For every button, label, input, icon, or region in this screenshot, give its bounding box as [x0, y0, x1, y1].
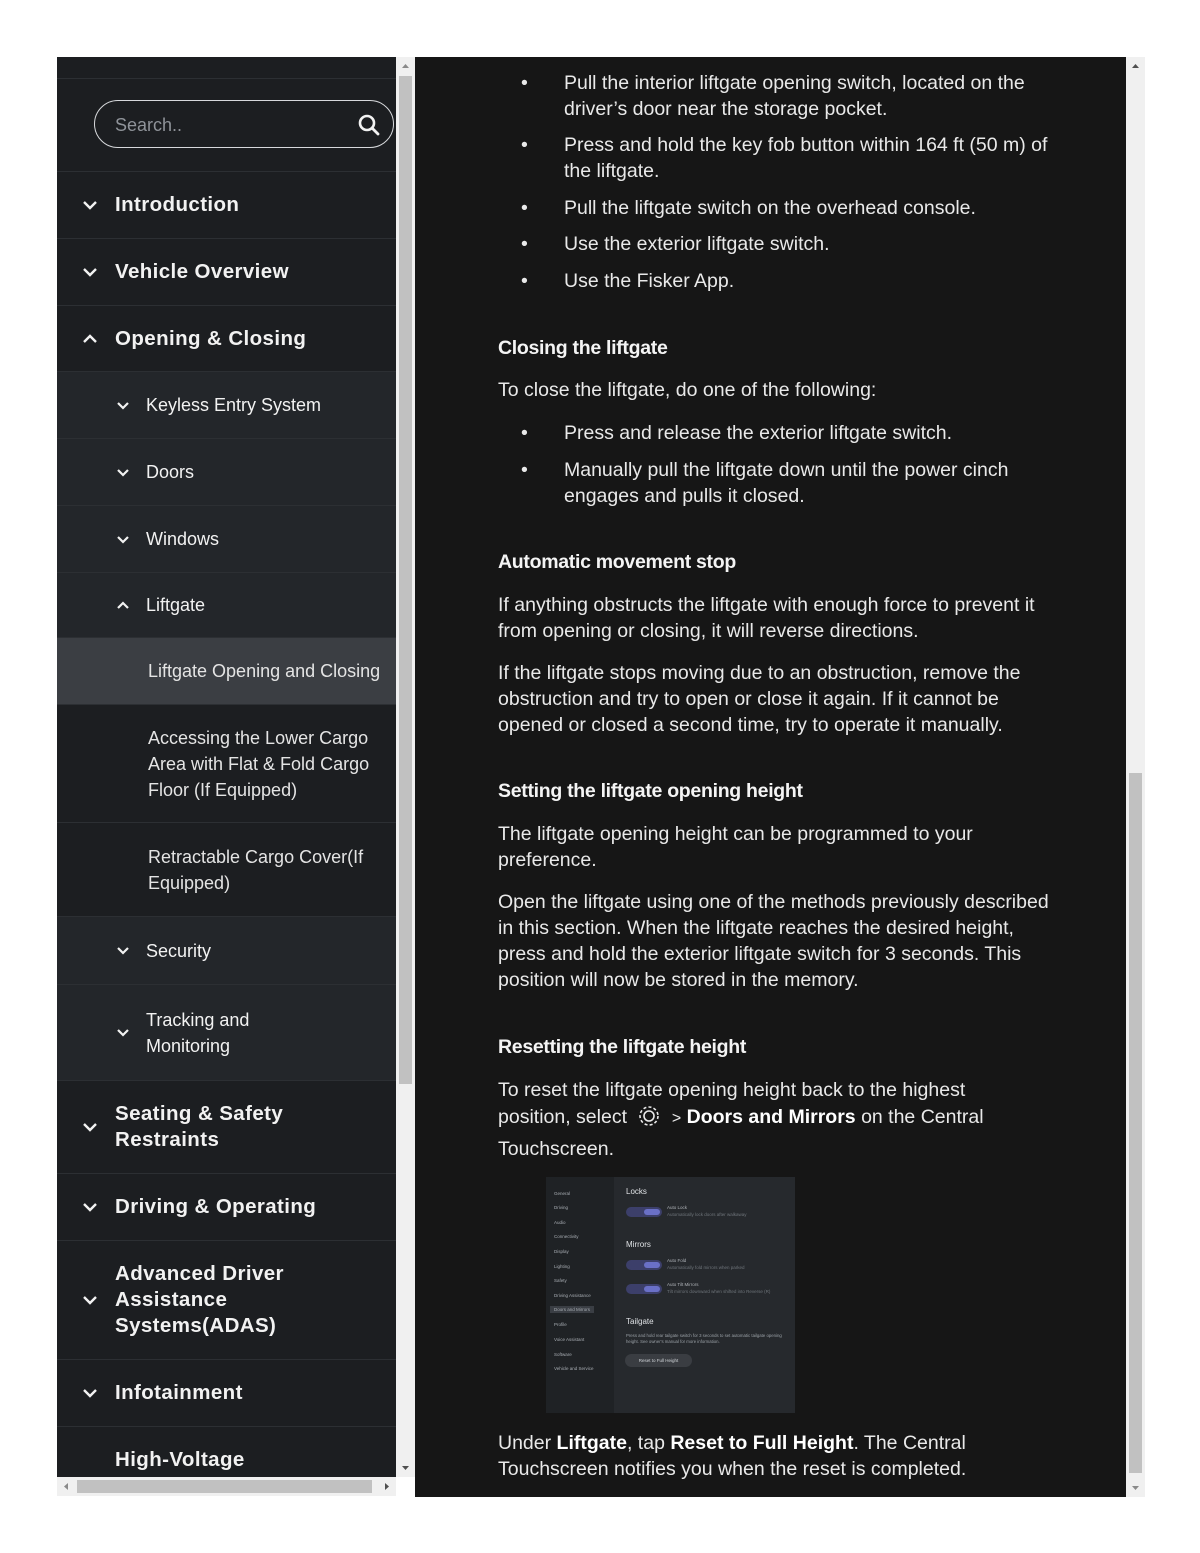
scroll-right-arrow-icon[interactable]	[377, 1477, 396, 1496]
figure-menu-item: Display	[554, 1249, 569, 1254]
bullet-icon: •	[521, 233, 528, 255]
chevron-down-icon	[82, 200, 98, 210]
paragraph: To close the liftgate, do one of the following:	[498, 379, 877, 401]
paragraph: The liftgate opening height can be programmed to your preference.	[498, 823, 973, 871]
nav-scroll-thumb[interactable]	[399, 76, 412, 1084]
text-span-bold: Doors and Mirrors	[686, 1106, 856, 1128]
search-input[interactable]	[113, 111, 347, 139]
chevron-down-icon	[82, 1295, 98, 1305]
figure-menu-item: Driving	[554, 1205, 569, 1210]
figure-menu-item: Lighting	[554, 1264, 570, 1269]
nav-item-label: Windows	[146, 529, 220, 549]
figure-section-title: Mirrors	[626, 1240, 651, 1249]
figure-label: Auto Tilt Mirrors	[667, 1282, 699, 1287]
nav-item-label: Accessing the Lower Cargo Area with Flat & Fold Cargo Floor (If Equipped)	[148, 727, 370, 800]
figure-toggle	[626, 1284, 662, 1294]
figure-menu-item: Voice Assistant	[554, 1337, 585, 1342]
figure-sidebar	[546, 1177, 614, 1413]
figure-desc: Tilt mirrors downward when shifted into Reverse (R)	[667, 1289, 771, 1294]
figure-toggle	[626, 1207, 662, 1217]
nav-item-label: Introduction	[115, 193, 240, 216]
nav-item-security[interactable]	[57, 916, 396, 984]
bullet-icon: •	[521, 270, 528, 292]
nav-item-adas[interactable]	[57, 1240, 396, 1359]
nav-item-label: Infotainment	[115, 1381, 243, 1404]
section-heading: Setting the liftgate opening height	[498, 780, 803, 802]
paragraph	[498, 1430, 1038, 1482]
bullet-icon: •	[521, 459, 528, 481]
nav-item-liftgate-opening-closing[interactable]	[57, 637, 396, 704]
list-item-text: Use the Fisker App.	[564, 270, 735, 292]
scroll-up-arrow-icon[interactable]	[396, 57, 415, 76]
nav-item-windows[interactable]	[57, 505, 396, 572]
settings-screenshot	[546, 1177, 795, 1413]
section-heading: Automatic movement stop	[498, 551, 736, 573]
nav-vertical-scrollbar[interactable]	[396, 57, 415, 1477]
list-item-text: Press and release the exterior liftgate switch.	[564, 422, 953, 444]
text-span: , tap	[626, 1432, 665, 1454]
paragraph: Open the liftgate using one of the methods previously described in this section. When the liftgate reaches the desired height, press and hold the exterior liftgate switch for 3 seconds. This position will now be stored in the memory.	[498, 891, 1049, 991]
nav-item-label: Security	[146, 940, 212, 961]
nav-item-label: High-Voltage	[115, 1448, 245, 1471]
text-span: . The Central Touchscreen notifies you when the reset is completed.	[498, 1432, 967, 1480]
chevron-down-icon	[116, 535, 130, 544]
bullet-icon: •	[521, 134, 528, 156]
figure-desc: Press and hold rear tailgate switch for 3 seconds to set automatic tailgate opening height. See owner's manual for more information.	[626, 1333, 782, 1344]
scroll-left-arrow-icon[interactable]	[57, 1477, 76, 1496]
nav-item-infotainment[interactable]	[57, 1359, 396, 1426]
figure-menu-item-selected: Doors and Mirrors	[550, 1306, 594, 1313]
scroll-down-arrow-icon[interactable]	[396, 1458, 415, 1477]
nav-item-driving-operating[interactable]	[57, 1173, 396, 1240]
nav-item-label: Vehicle Overview	[115, 260, 289, 283]
nav-item-liftgate[interactable]	[57, 572, 396, 637]
chevron-down-icon	[82, 1202, 98, 1212]
content-scroll-thumb[interactable]	[1129, 773, 1142, 1473]
figure-menu-item: Safety	[554, 1278, 567, 1283]
figure-menu-item: Driving Assistance	[554, 1293, 591, 1298]
chevron-down-icon	[82, 267, 98, 277]
nav-item-introduction[interactable]	[57, 171, 396, 238]
nav-item-label: Advanced Driver Assistance Systems(ADAS)	[115, 1262, 284, 1337]
nav-item-label: Retractable Cargo Cover(If Equipped)	[148, 846, 364, 893]
figure-menu-item: Audio	[554, 1220, 566, 1225]
figure-menu-item: Vehicle and Service	[554, 1366, 594, 1371]
nav-item-label: Keyless Entry System	[146, 395, 322, 415]
figure-label: Auto Lock	[667, 1205, 688, 1210]
nav-item-label: Opening & Closing	[115, 326, 307, 350]
paragraph: If anything obstructs the liftgate with enough force to prevent it from opening or closing, it will reverse directions.	[498, 594, 1035, 642]
list-item-text: Manually pull the liftgate down until the power cinch engages and pulls it closed.	[564, 459, 1009, 507]
gear-icon	[636, 1103, 662, 1136]
figure-section-title: Locks	[626, 1187, 647, 1196]
figure-toggle	[626, 1260, 662, 1270]
nav-item-label: Tracking and Monitoring	[146, 1009, 250, 1056]
chevron-down-icon	[82, 1122, 98, 1132]
figure-menu-item: Connectivity	[554, 1234, 579, 1239]
article-content	[415, 57, 1126, 1497]
nav-item-tracking-monitoring[interactable]	[57, 984, 396, 1080]
nav-horizontal-scrollbar[interactable]	[57, 1477, 396, 1496]
text-span-bold: Liftgate	[556, 1432, 627, 1454]
figure-reset-button: Reset to Full Height	[625, 1354, 692, 1367]
chevron-down-icon	[116, 1028, 130, 1037]
nav-item-cargo-cover[interactable]	[57, 822, 396, 916]
nav-top-strip	[57, 57, 396, 79]
paragraph	[498, 1077, 1018, 1162]
figure-label: Auto Fold	[667, 1258, 687, 1263]
nav-item-opening-closing[interactable]	[57, 305, 396, 371]
chevron-down-icon	[116, 468, 130, 477]
bullet-icon: •	[521, 422, 528, 444]
text-span: on the Central Touchscreen.	[498, 1106, 984, 1160]
nav-item-high-voltage[interactable]	[57, 1426, 396, 1477]
nav-item-label: Doors	[146, 462, 195, 482]
bullet-icon: •	[521, 197, 528, 219]
content-vertical-scrollbar[interactable]	[1126, 57, 1145, 1497]
nav-item-vehicle-overview[interactable]	[57, 238, 396, 305]
nav-item-label: Driving & Operating	[115, 1195, 317, 1218]
list-item-text: Pull the interior liftgate opening switch, located on the driver’s door near the storage pocket.	[564, 72, 1025, 120]
section-heading: Closing the liftgate	[498, 337, 668, 359]
chevron-up-icon	[116, 601, 130, 610]
nav-item-seating-safety[interactable]	[57, 1080, 396, 1173]
nav-hscroll-thumb[interactable]	[77, 1480, 372, 1493]
text-span-bold: Reset to Full Height	[670, 1432, 854, 1454]
text-span: Under	[498, 1432, 552, 1454]
chevron-down-icon	[82, 1388, 98, 1398]
nav-item-keyless-entry[interactable]	[57, 371, 396, 438]
list-item-text: Pull the liftgate switch on the overhead console.	[564, 197, 976, 219]
figure-desc: Automatically fold mirrors when parked	[667, 1265, 745, 1270]
chevron-down-icon	[116, 401, 130, 410]
bullet-icon: •	[521, 72, 528, 94]
figure-menu-item: Software	[554, 1352, 572, 1357]
nav-item-label: Liftgate	[146, 595, 206, 615]
chevron-down-icon	[116, 946, 130, 955]
list-item-text: Use the exterior liftgate switch.	[564, 233, 830, 255]
nav-item-label: Liftgate Opening and Closing	[148, 661, 381, 681]
figure-desc: Automatically lock doors after walkaway	[667, 1212, 747, 1217]
figure-menu-item: General	[554, 1191, 571, 1196]
text-span: To reset the liftgate opening height back to the highest position, select	[498, 1079, 966, 1128]
paragraph: If the liftgate stops moving due to an obstruction, remove the obstruction and try to open or close it again. If it cannot be opened or closed a second time, try to operate it manually.	[498, 662, 1021, 736]
sidebar-nav	[57, 57, 396, 1477]
search-area	[57, 79, 396, 172]
search-box[interactable]	[94, 100, 394, 148]
nav-item-doors[interactable]	[57, 438, 396, 505]
text-span: >	[671, 1110, 682, 1127]
section-heading: Resetting the liftgate height	[498, 1036, 747, 1058]
nav-item-label: Seating & Safety Restraints	[115, 1102, 284, 1151]
figure-section-title: Tailgate	[626, 1317, 654, 1326]
scroll-down-arrow-icon[interactable]	[1126, 1478, 1145, 1497]
search-icon[interactable]	[357, 113, 381, 137]
list-item-text: Press and hold the key fob button within 164 ft (50 m) of the liftgate.	[564, 134, 1048, 182]
scroll-up-arrow-icon[interactable]	[1126, 57, 1145, 76]
chevron-up-icon	[82, 334, 98, 344]
figure-menu-item: Profile	[554, 1322, 567, 1327]
nav-item-lower-cargo-area[interactable]	[57, 704, 396, 822]
